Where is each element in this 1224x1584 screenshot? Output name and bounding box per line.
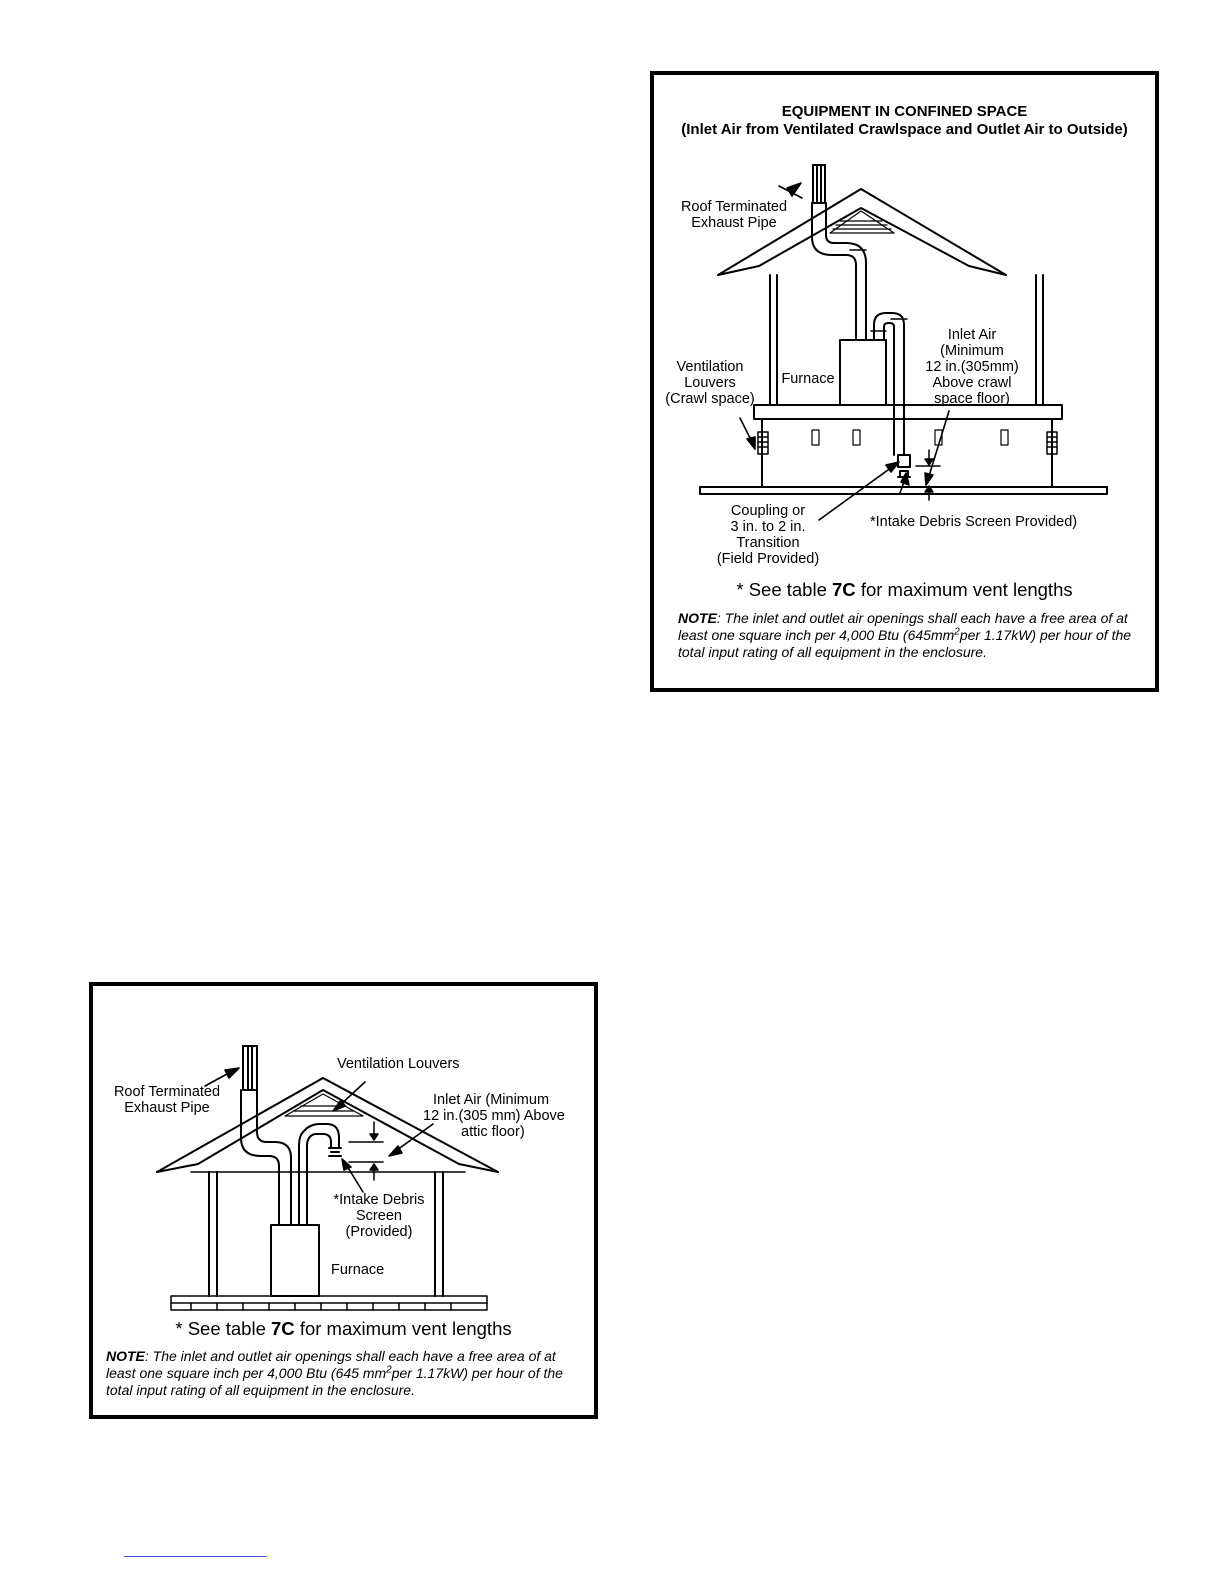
crawl-coupling-label: Coupling or 3 in. to 2 in. Transition (Field Provided) <box>716 503 820 567</box>
attic-vent-louvers-label: Ventilation Louvers <box>337 1056 460 1072</box>
furnace <box>840 340 886 405</box>
crawl-inlet-air-label: Inlet Air (Minimum 12 in.(305mm) Above crawl space floor) <box>925 327 1019 407</box>
crawl-furnace-label: Furnace <box>781 371 835 387</box>
inlet-pipe-down <box>299 1146 307 1225</box>
attic-note: NOTE: The inlet and outlet air openings shall each have a free area of at least one square inch per 4,000 Btu (645 $mm^2per$ 1.17kW) per hour of the total input rating of all equipment in the enclosure. <box>106 1348 563 1398</box>
inlet-pipe <box>299 1124 341 1156</box>
crawl-see-table: * See table 7C for maximum vent lengths <box>736 579 1073 600</box>
crawl-roof-exhaust-label: Roof Terminated Exhaust Pipe <box>680 199 788 231</box>
attic-see-table: * See table 7C for maximum vent lengths <box>175 1318 512 1339</box>
attic-inlet-air-label: Inlet Air (Minimum 12 in.(305 mm) Above attic floor) <box>423 1092 565 1140</box>
support-piers <box>812 430 1008 445</box>
crawl-note: NOTE: The inlet and outlet air openings shall each have a free area of at least one square inch per 4,000 Btu ($645mm^2per$ 1.17kW) per hour of the total input rating of all equipment in the enclosure. <box>678 610 1132 660</box>
exhaust-pipe <box>241 1046 291 1225</box>
crawl-title-line1: EQUIPMENT IN CONFINED SPACE <box>781 103 1028 120</box>
footer-link-underline[interactable] <box>124 1556 267 1557</box>
crawl-title-line2: (Inlet Air from Ventilated Crawlspace and Outlet Air to Outside) <box>681 121 1128 138</box>
attic-figure <box>89 982 598 1419</box>
crawlspace-figure <box>650 71 1159 692</box>
floor <box>171 1296 487 1310</box>
attic-furnace-label: Furnace <box>331 1262 385 1278</box>
attic-roof-exhaust-label: Roof Terminated Exhaust Pipe <box>113 1084 221 1116</box>
gable-louver <box>830 211 894 233</box>
leader-arrows <box>205 1068 433 1192</box>
crawl-intake-screen-label: *Intake Debris Screen Provided) <box>870 514 1078 530</box>
attic-screen-label: *Intake Debris Screen (Provided) <box>333 1192 425 1240</box>
crawl-vent-louvers-label: Ventilation Louvers (Crawl space) <box>665 359 755 407</box>
furnace <box>271 1225 319 1296</box>
